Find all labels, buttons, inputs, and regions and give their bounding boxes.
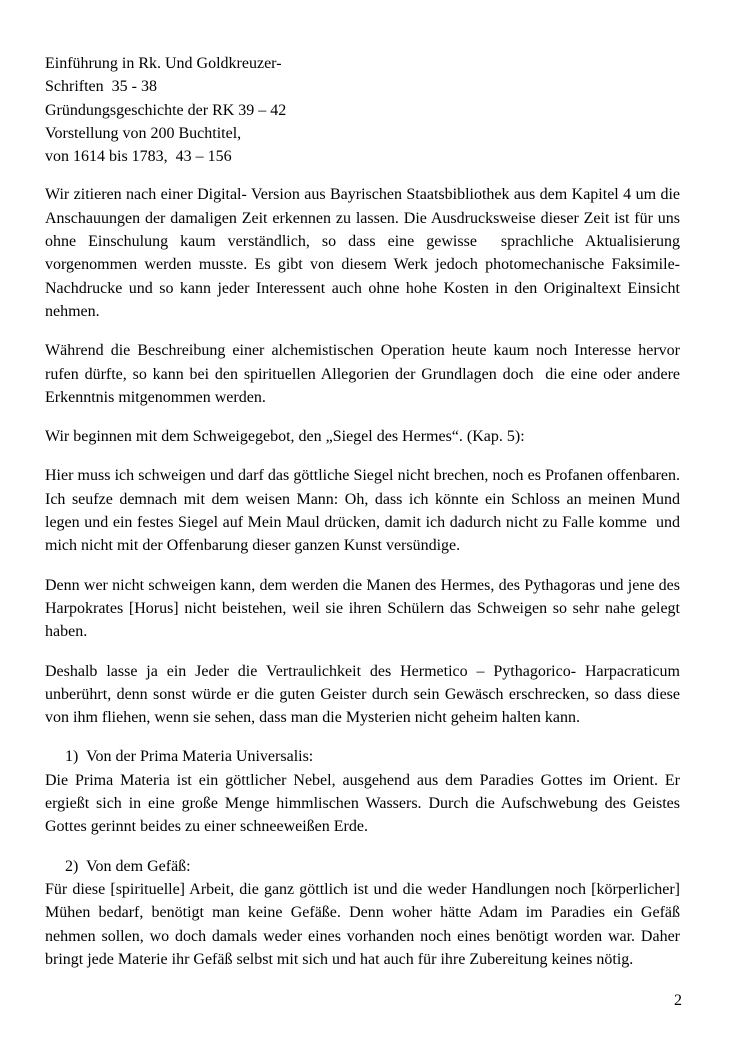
section-body-prima-materia: Die Prima Materia ist ein göttlicher Nebel, ausgehend aus dem Paradies Gottes im Orient. Er ergießt sich in eine große Menge himmlischen Wassers. Durch die Aufschwebung des Geistes Gottes gerinnt beides zu einer schneeweißen Erde. — [45, 771, 684, 836]
paragraph-beschreibung-operation: Während die Beschreibung einer alchemistischen Operation heute kaum noch Interesse hervor rufen dürfte, so kann bei den spirituellen Allegorien der Grundlagen doch die eine oder andere Erkenntnis mitgenommen werden. — [45, 342, 684, 406]
section-heading-gefaess: 2) Von dem Gefäß: — [65, 857, 191, 875]
section-body-gefaess: Für diese [spirituelle] Arbeit, die ganz göttlich ist und die weder Handlungen noch [körperlicher] Mühen bedarf, benötigt man keine Gefäße. Denn woher hätte Adam im Paradies ein Gefäß nehmen sollen, wo doch damals weder eines vorhanden noch eines benötigt worden war. Daher bringt jede Materie ihr Gefäß selbst mit sich und hat auch für ihre Zubereitung keines nötig. — [45, 880, 684, 968]
paragraph-manen-hermes: Denn wer nicht schweigen kann, dem werden die Manen des Hermes, des Pythagoras und jene des Harpokrates [Horus] nicht beistehen, weil sie ihren Schülern das Schweigen so sehr nahe gelegt haben. — [45, 576, 684, 641]
paragraph-vertraulichkeit: Deshalb lasse ja ein Jeder die Vertraulichkeit des Hermetico – Pythagorico- Harpacraticum unberührt, denn sonst würde er die guten Geister durch sein Gewäsch erschrecken, so dass diese von ihm fliehen, wenn sie sehen, dass man die Mysterien nicht geheim halten kann. — [45, 662, 684, 727]
section-prima-materia — [45, 745, 684, 838]
contents-line-vorstellung: Vorstellung von 200 Buchtitel, — [45, 124, 242, 142]
section-heading-prima-materia: 1) Von der Prima Materia Universalis: — [65, 748, 314, 766]
contents-line-einfuehrung: Einführung in Rk. Und Goldkreuzer- — [45, 55, 282, 72]
paragraph-schweigegebot-intro: Wir beginnen mit dem Schweigegebot, den „Siegel des Hermes“. (Kap. 5): — [45, 428, 525, 446]
page-number: 2 — [674, 992, 682, 1009]
page-content — [45, 52, 684, 987]
paragraph-siegel-zitat: Hier muss ich schweigen und darf das göttliche Siegel nicht brechen, noch es Profanen offenbaren. Ich seufze demnach mit dem weisen Mann: Oh, dass ich könnte ein Schloss an meinen Mund legen und ein festes Siegel auf Mein Maul drücken, damit ich dadurch nicht zu Falle komme und mich nicht mit der Offenbarung dieser ganzen Kunst versündige. — [45, 467, 684, 555]
section-gefaess — [45, 855, 684, 971]
contents-block — [45, 52, 680, 168]
contents-line-gruendungsgeschichte: Gründungsgeschichte der RK 39 – 42 — [45, 101, 287, 119]
contents-line-zeitraum: von 1614 bis 1783, 43 – 156 — [45, 148, 232, 166]
paragraph-digital-version: Wir zitieren nach einer Digital- Version aus Bayrischen Staatsbibliothek aus dem Kapitel 4 um die Anschauungen der damaligen Zeit erkennen zu lassen. Die Ausdrucksweise dieser Zeit ist für uns ohne Einschulung kaum verständlich, so dass eine gewisse sprachliche Aktualisierung vorgenommen werden musste. Es gibt von diesem Werk jedoch photomechanische Faksimile- Nachdrucke und so kann jeder Interessent auch ohne hohe Kosten in den Originaltext Einsicht nehmen. — [45, 186, 684, 320]
contents-line-schriften: Schriften 35 - 38 — [45, 78, 157, 96]
